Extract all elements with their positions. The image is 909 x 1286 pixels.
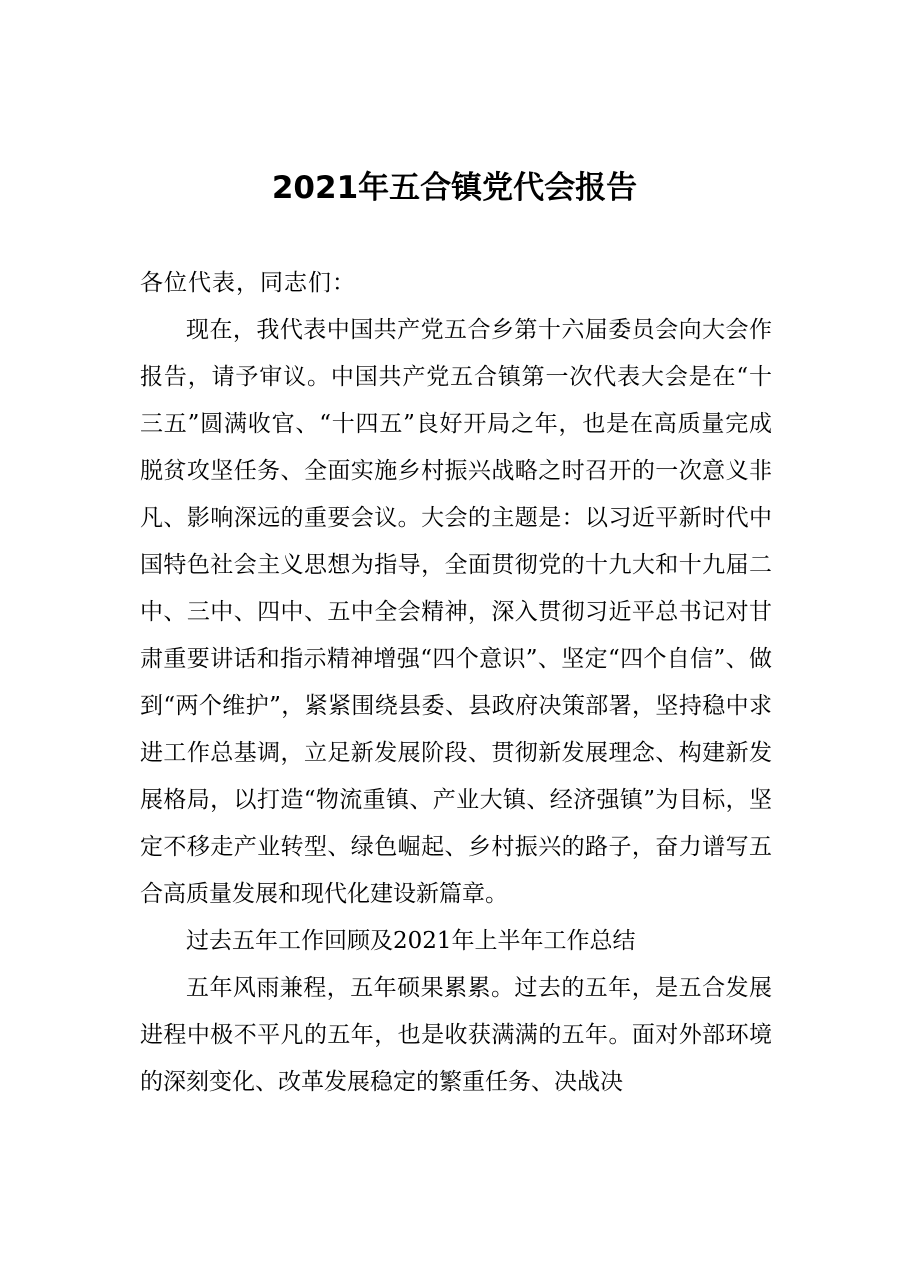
- section-heading: 过去五年工作回顾及2021年上半年工作总结: [186, 928, 636, 954]
- paragraph-review: 五年风雨兼程，五年硕果累累。过去的五年，是五合发展进程中极不平凡的五年，也是收获满满的五年。面对外部环境的深刻变化、改革发展稳定的繁重任务、决战决: [140, 975, 772, 1095]
- salutation: 各位代表，同志们：: [140, 270, 356, 296]
- document-title: 2021年五合镇党代会报告: [271, 170, 638, 206]
- paragraph-opening: 现在，我代表中国共产党五合乡第十六届委员会向大会作报告，请予审议。中国共产党五合镇第一次代表大会是在“十三五”圆满收官、“十四五”良好开局之年，也是在高质量完成脱贫攻坚任务、全面实施乡村振兴战略之时召开的一次意义非凡、影响深远的重要会议。大会的主题是：以习近平新时代中国特色社会主义思想为指导，全面贯彻党的十九大和十九届二中、三中、四中、五中全会精神，深入贯彻习近平总书记对甘肃重要讲话和指示精神增强“四个意识”、坚定“四个自信”、做到“两个维护”，紧紧围绕县委、县政府决策部署，坚持稳中求进工作总基调，立足新发展阶段、贯彻新发展理念、构建新发展格局，以打造“物流重镇、产业大镇、经济强镇”为目标，坚定不移走产业转型、绿色崛起、乡村振兴的路子，奋力谱写五合高质量发展和现代化建设新篇章。: [140, 317, 772, 907]
- document-body: [140, 260, 772, 1106]
